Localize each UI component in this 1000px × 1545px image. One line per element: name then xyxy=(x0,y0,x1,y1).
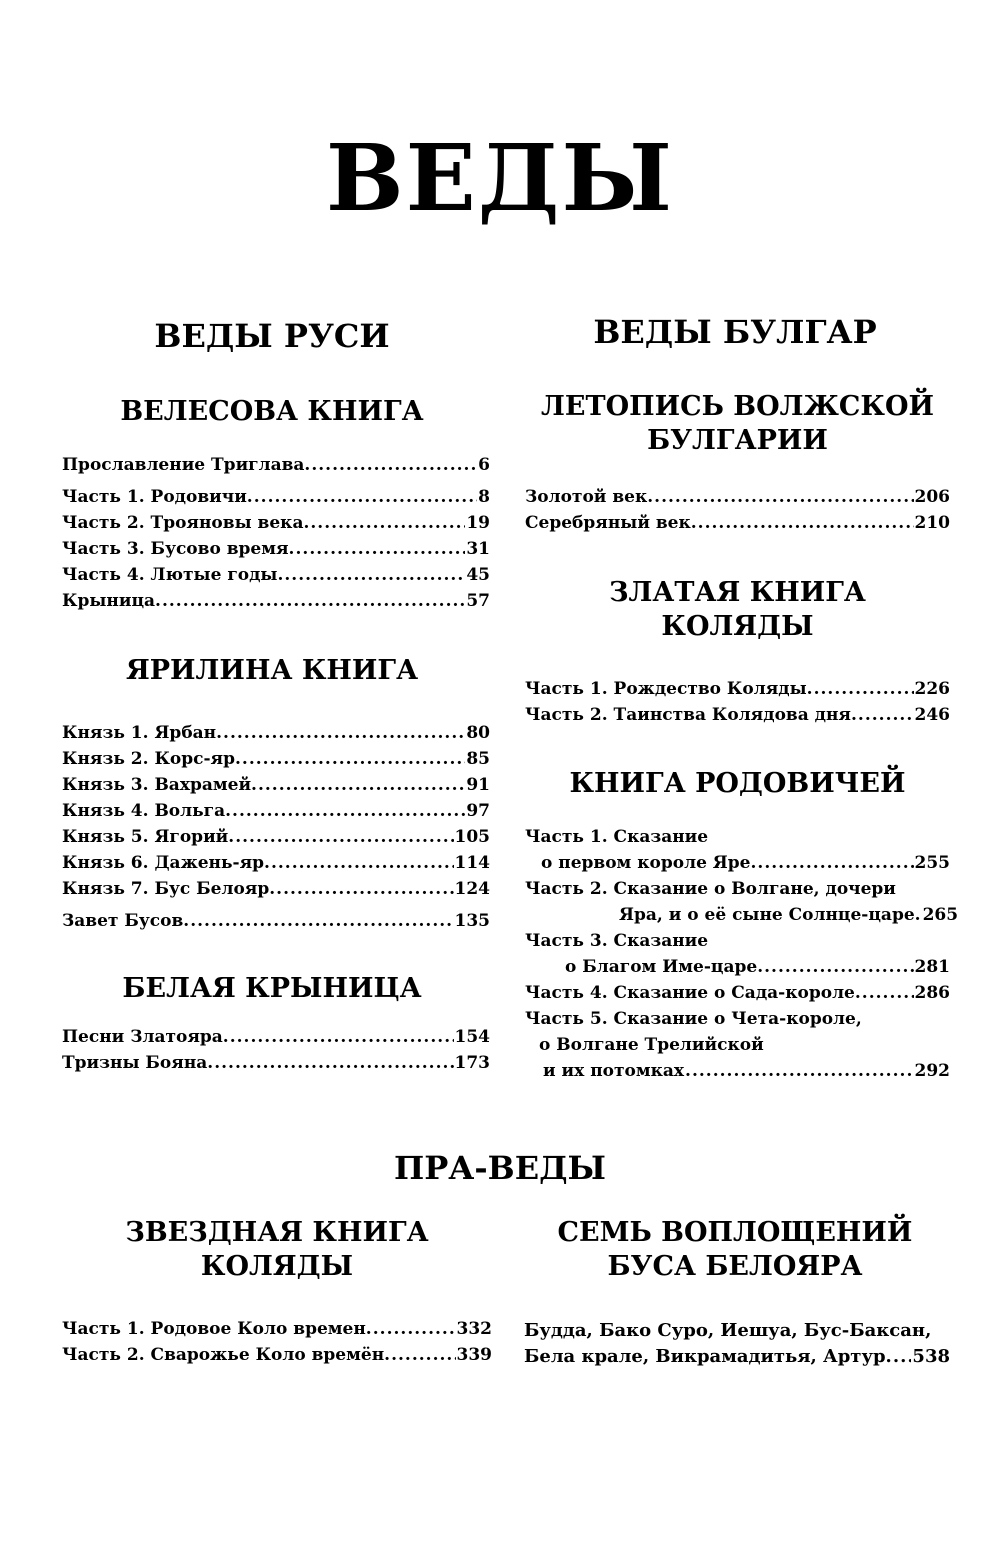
toc-entry[interactable]: Князь 6. Дажень-яр. ..... 114 xyxy=(62,850,490,876)
book-heading-belaya: БЕЛАЯ КРЫНИЦА xyxy=(122,973,422,1004)
toc-entry[interactable]: Яра, и о её сыне Солнце-царе. 265 xyxy=(619,905,959,925)
toc-list-belaya xyxy=(62,1024,490,1076)
toc-entry[interactable]: Часть 1. Родовичи. ..... 8 xyxy=(62,484,490,510)
book-heading-rodovichey: КНИГА РОДОВИЧЕЙ xyxy=(569,768,906,799)
toc-list-letopis xyxy=(525,484,950,536)
toc-entry[interactable]: Часть 3. Бусово время. ..... 31 xyxy=(62,536,490,562)
toc-list-yarilina xyxy=(62,720,490,934)
toc-entry-text[interactable]: о Волгане Трелийской xyxy=(539,1035,764,1055)
heading-line: КОЛЯДЫ xyxy=(200,1251,354,1282)
toc-entry[interactable]: Часть 2. Трояновы века. ..... 19 xyxy=(62,510,490,536)
toc-list-rodovichey xyxy=(525,824,959,1084)
toc-entry[interactable]: Часть 2. Сварожье Коло времён. ..... 339 xyxy=(62,1342,492,1368)
book-heading-letopis xyxy=(525,390,950,458)
toc-entry[interactable]: Князь 4. Вольга. ..... 97 xyxy=(62,798,490,824)
heading-line: БУЛГАРИИ xyxy=(647,425,828,456)
toc-list-sem xyxy=(524,1318,950,1370)
toc-entry[interactable]: Бела крале, Викрамадитья, Артур. ..... 538 xyxy=(524,1344,950,1370)
toc-entry-text[interactable]: Часть 1. Сказание xyxy=(525,827,709,847)
book-heading-zlataya xyxy=(525,576,950,644)
book-heading-sem xyxy=(520,1216,950,1284)
heading-line: ЛЕТОПИСЬ ВОЛЖСКОЙ xyxy=(541,391,934,422)
section-heading-vedy-rusi: ВЕДЫ РУСИ xyxy=(154,317,390,355)
toc-entry[interactable]: Золотой век. ..... 206 xyxy=(525,484,950,510)
heading-line: СЕМЬ ВОПЛОЩЕНИЙ xyxy=(557,1217,913,1248)
toc-entry[interactable]: Песни Златояра. ..... 154 xyxy=(62,1024,490,1050)
toc-entry[interactable]: Часть 2. Таинства Колядова дня. ..... 246 xyxy=(525,702,950,728)
toc-entry-text[interactable]: Часть 5. Сказание о Чета-короле, xyxy=(525,1009,862,1029)
toc-entry[interactable]: Князь 2. Корс-яр. ..... 85 xyxy=(62,746,490,772)
section-heading-vedy-bulgar: ВЕДЫ БУЛГАР xyxy=(593,313,877,351)
book-heading-zvezdnaya xyxy=(62,1216,492,1284)
toc-list-zlataya xyxy=(525,676,950,728)
toc-entry[interactable]: Князь 5. Ягорий. ..... 105 xyxy=(62,824,490,850)
book-heading-velesova: ВЕЛЕСОВА КНИГА xyxy=(120,396,424,427)
toc-entry[interactable]: Тризны Бояна. ..... 173 xyxy=(62,1050,490,1076)
toc-entry[interactable]: Крыница. ..... 57 xyxy=(62,588,490,614)
page-title: ВЕДЫ xyxy=(325,124,675,232)
toc-entry[interactable]: Князь 7. Бус Белояр. ..... 124 xyxy=(62,876,490,902)
toc-entry[interactable]: Князь 3. Вахрамей. ..... 91 xyxy=(62,772,490,798)
toc-list-velesova xyxy=(62,452,490,614)
toc-entry[interactable]: и их потомках ..... 292 xyxy=(525,1058,950,1084)
toc-entry[interactable]: Серебряный век. ..... 210 xyxy=(525,510,950,536)
toc-entry[interactable]: Часть 4. Лютые годы. ..... 45 xyxy=(62,562,490,588)
toc-entry-text[interactable]: Будда, Бако Суро, Иешуа, Бус-Баксан, xyxy=(524,1320,932,1341)
heading-line: БУСА БЕЛОЯРА xyxy=(607,1251,863,1282)
toc-entry[interactable]: о первом короле Яре. ..... 255 xyxy=(525,850,950,876)
heading-line: КОЛЯДЫ xyxy=(661,611,814,642)
toc-list-zvezdnaya xyxy=(62,1316,492,1368)
heading-line: ЗЛАТАЯ КНИГА xyxy=(609,577,866,608)
toc-entry[interactable]: Часть 4. Сказание о Сада-короле. ..... 286 xyxy=(525,980,950,1006)
toc-entry[interactable]: Князь 1. Ярбан. ..... 80 xyxy=(62,720,490,746)
section-heading-pra-vedy: ПРА-ВЕДЫ xyxy=(394,1149,606,1187)
toc-entry[interactable]: Прославление Триглава. ..... 6 xyxy=(62,452,490,478)
toc-entry-text[interactable]: Часть 3. Сказание xyxy=(525,931,709,951)
toc-entry[interactable]: Часть 1. Родовое Коло времен. ..... 332 xyxy=(62,1316,492,1342)
heading-line: ЗВЕЗДНАЯ КНИГА xyxy=(125,1217,429,1248)
toc-entry[interactable]: Завет Бусов. ..... 135 xyxy=(62,908,490,934)
toc-entry-text[interactable]: Часть 2. Сказание о Волгане, дочери xyxy=(525,879,896,899)
toc-entry[interactable]: Часть 1. Рождество Коляды. ..... 226 xyxy=(525,676,950,702)
toc-entry[interactable]: о Благом Име-царе. ..... 281 xyxy=(525,954,950,980)
book-heading-yarilina: ЯРИЛИНА КНИГА xyxy=(125,655,419,686)
